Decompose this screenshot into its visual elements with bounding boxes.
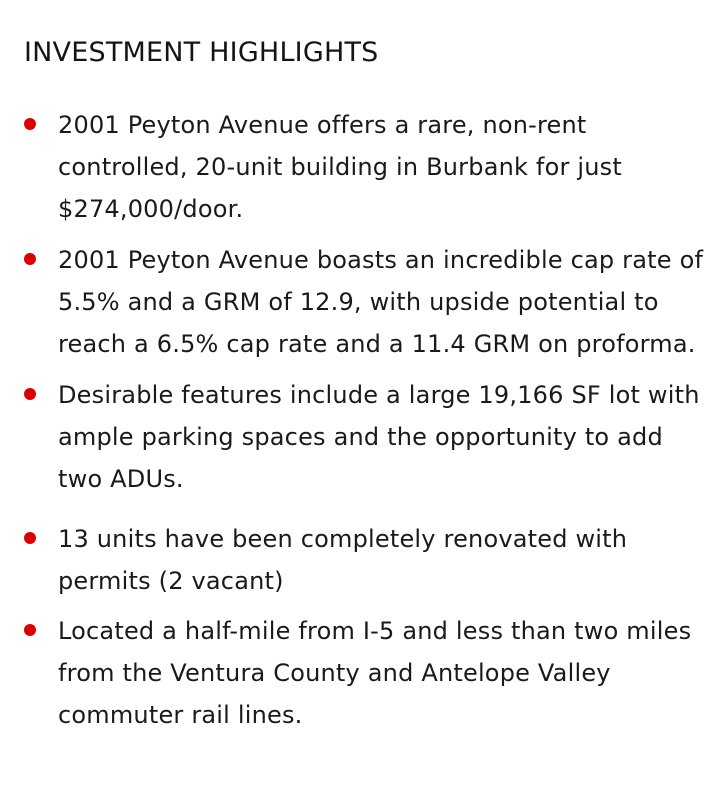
highlight-text: 2001 Peyton Avenue boasts an incredible cap rate of 5.5% and a GRM of 12.9, with upside potential to reach a 6.5% cap rate and a 11.4 GRM on proforma. xyxy=(58,246,704,358)
bullet-dot-icon xyxy=(24,253,36,265)
highlight-item xyxy=(24,374,704,500)
section-heading: INVESTMENT HIGHLIGHTS xyxy=(24,37,379,68)
highlight-item xyxy=(24,239,704,365)
highlights-list xyxy=(24,104,704,736)
highlight-item xyxy=(24,104,704,230)
highlight-text: 2001 Peyton Avenue offers a rare, non-rent controlled, 20-unit building in Burbank for just $274,000/door. xyxy=(58,111,622,223)
bullet-dot-icon xyxy=(24,118,36,130)
bullet-dot-icon xyxy=(24,532,36,544)
highlight-text: 13 units have been completely renovated with permits (2 vacant) xyxy=(58,525,628,595)
highlight-item xyxy=(24,610,704,736)
highlight-text: Located a half-mile from I-5 and less than two miles from the Ventura County and Antelope Valley commuter rail lines. xyxy=(58,617,692,729)
investment-highlights-section xyxy=(24,34,704,729)
highlight-item xyxy=(24,518,704,602)
bullet-dot-icon xyxy=(24,388,36,400)
bullet-dot-icon xyxy=(24,624,36,636)
highlight-text: Desirable features include a large 19,166 SF lot with ample parking spaces and the opportunity to add two ADUs. xyxy=(58,381,700,493)
